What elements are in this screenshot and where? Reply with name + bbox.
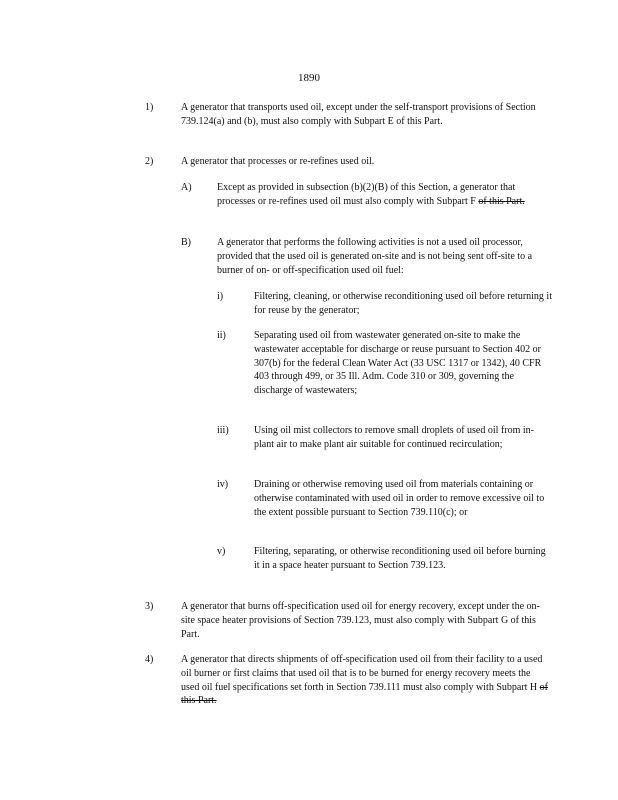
- item-text: Except as provided in subsection (b)(2)(B) of this Section, a generator that processes or re-refines used oil must also comply with Subpart F: [217, 182, 516, 207]
- item-text-container: [181, 653, 551, 708]
- item-label: iii): [217, 425, 229, 436]
- item-label: 2): [145, 156, 154, 167]
- item-text: A generator that directs shipments of off-specification used oil from their facility to a used oil burner or first claims that used oil that is to be burned for energy recovery meets the used oil fuel specifications set forth in Section 739.111 must also comply with Subpart H: [181, 654, 543, 693]
- item-text: A generator that transports used oil, except under the self-transport provisions of Section 739.124(a) and (b), must also comply with Subpart E of this Part.: [181, 102, 536, 127]
- item-label: i): [217, 291, 224, 302]
- item-label: iv): [217, 479, 229, 490]
- struck-text: of this Part.: [478, 195, 525, 207]
- item-label: A): [181, 182, 192, 193]
- item-label: B): [181, 237, 191, 248]
- item-text: Filtering, cleaning, or otherwise reconditioning used oil before returning it for reuse by the generator;: [254, 291, 552, 316]
- item-text-container: [217, 181, 552, 209]
- item-text: A generator that burns off-specification used oil for energy recovery, except under the on-site space heater provisions of Section 739.123, must also comply with Subpart G of this Part.: [181, 601, 540, 640]
- page-number: 1890: [298, 72, 320, 84]
- struck-text: of this Part.: [181, 681, 548, 707]
- item-label: v): [217, 546, 226, 557]
- item-text: Separating used oil from wastewater generated on-site to make the wastewater acceptable for discharge or reuse pursuant to Section 402 or 307(b) for the federal Clean Water Act (33 USC 1317 or 1342), 40 CFR 403 through 499, or 35 Ill. Adm. Code 310 or 309, governing the discharge of wastewaters;: [254, 330, 542, 397]
- item-label: 1): [145, 102, 154, 113]
- item-text: A generator that processes or re-refines used oil.: [181, 156, 375, 167]
- item-label: 4): [145, 654, 154, 665]
- item-text: Filtering, separating, or otherwise reconditioning used oil before burning it in a space heater pursuant to Section 739.123.: [254, 546, 546, 571]
- item-text: Draining or otherwise removing used oil from materials containing or otherwise contaminated with used oil in order to remove excessive oil to the extent possible pursuant to Section 739.110(c); or: [254, 479, 545, 518]
- item-label: ii): [217, 330, 226, 341]
- item-text: A generator that performs the following activities is not a used oil processor, provided that the used oil is generated on-site and is not being sent off-site to a burner of on- or off-specification used oil fuel:: [217, 237, 533, 276]
- item-text: Using oil mist collectors to remove small droplets of used oil from in-plant air to make plant air suitable for continued recirculation;: [254, 425, 534, 450]
- item-label: 3): [145, 601, 154, 612]
